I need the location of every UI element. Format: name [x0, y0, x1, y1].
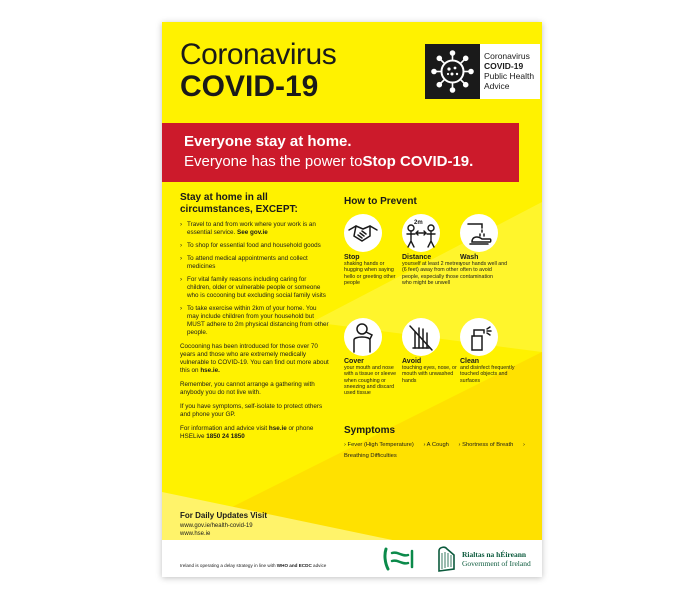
- updates-heading: For Daily Updates Visit: [180, 511, 267, 520]
- step-title: Wash: [460, 254, 479, 261]
- handwash-icon: [460, 214, 498, 252]
- arrow-icon: ›: [180, 276, 183, 283]
- arrow-icon: ›: [180, 255, 183, 262]
- step-title: Avoid: [402, 358, 422, 365]
- logo-line-4: Advice: [484, 81, 510, 91]
- distance-icon: [402, 214, 440, 252]
- hse-logo-mark: [382, 547, 422, 571]
- step-description: shaking hands or hugging when saying hello or greeting other people: [344, 261, 396, 286]
- logo-line-3: Public Health: [484, 71, 535, 81]
- symptoms-heading: Symptoms: [344, 425, 396, 436]
- step-description: yourself at least 2 metres (6 feet) away from other people, especially those who might be unwell: [402, 261, 462, 286]
- symptoms-advice: If you have symptoms, self-isolate to protect others and phone your GP.: [180, 403, 323, 418]
- prevent-step-wash: [460, 214, 520, 280]
- title-line-2: COVID-19: [180, 70, 319, 103]
- poster: [162, 22, 542, 577]
- hse-logo: [382, 547, 422, 576]
- public-health-logo: [425, 44, 540, 99]
- symptom-item: › A Cough: [423, 442, 449, 448]
- prevent-step-avoid: [402, 318, 462, 384]
- prevent-step-distance: [402, 214, 462, 286]
- step-title: Cover: [344, 358, 364, 365]
- arrow-icon: ›: [180, 221, 183, 228]
- step-title: Clean: [460, 358, 480, 365]
- step-description: your mouth and nose with a tissue or sleeve when coughing or sneezing and discard used tissue: [344, 365, 397, 397]
- step-title: Distance: [402, 254, 432, 261]
- government-of-ireland: [462, 550, 531, 568]
- info-text: For information and advice visit hse.ie or phone HSELive 1850 24 1850: [180, 425, 314, 440]
- hse-link[interactable]: hse.ie.: [200, 367, 220, 374]
- banner-line-2: Everyone has the power toStop COVID-19.: [184, 153, 474, 170]
- gov-english-name: Government of Ireland: [462, 559, 531, 568]
- symptom-item: › Breathing Difficulties: [344, 442, 525, 459]
- title-line-1: Coronavirus: [180, 38, 337, 71]
- gov-irish-name: Rialtas na hÉireann: [462, 550, 527, 559]
- list-item: › For vital family reasons including caring for children, older or vulnerable people or someone who is cocooning but excluding social family visits: [180, 276, 326, 299]
- step-description: touching eyes, nose, or mouth with unwashed hands: [402, 365, 457, 384]
- footnote: Ireland is operating a delay strategy in line with WHO and ECDC advice: [180, 563, 327, 568]
- step-description: and disinfect frequently touched objects and surfaces: [460, 365, 515, 384]
- prevent-step-stop: [344, 214, 404, 286]
- logo-line-1: Coronavirus: [484, 51, 530, 61]
- list-item: › To take exercise within 2km of your home. You may include children from your household but MUST adhere to 2m physical distancing from other people.: [180, 305, 329, 336]
- symptoms-list: [344, 440, 534, 462]
- stay-home-banner: [162, 123, 519, 182]
- symptom-item: › Fever (High Temperature): [344, 442, 414, 448]
- exceptions-list: [180, 221, 330, 337]
- spray-icon: [460, 318, 498, 356]
- list-item: › To shop for essential food and household goods: [180, 242, 321, 249]
- arrow-icon: ›: [180, 242, 183, 249]
- logo-line-2: COVID-19: [484, 61, 524, 71]
- distance-label: 2m: [414, 220, 423, 226]
- handshake-icon: [344, 214, 382, 252]
- virus-icon: [425, 44, 480, 99]
- prevent-step-clean: [460, 318, 520, 384]
- step-title: Stop: [344, 254, 360, 261]
- step-description: your hands well and often to avoid contamination: [460, 261, 508, 280]
- arrow-icon: ›: [180, 305, 183, 312]
- harp-icon: [435, 545, 457, 577]
- symptom-item: › Shortness of Breath: [458, 442, 514, 448]
- stay-home-heading: Stay at home in all circumstances, EXCEPT:: [180, 192, 298, 215]
- logo-text: [484, 51, 534, 91]
- updates-link-gov[interactable]: www.gov.ie/health-covid-19: [180, 523, 253, 529]
- daily-updates: [180, 511, 267, 538]
- prevent-heading: How to Prevent: [344, 196, 417, 207]
- info-link[interactable]: hse.ie: [268, 425, 287, 432]
- list-item: › To attend medical appointments and collect medicines: [180, 255, 308, 270]
- banner-line-1: Everyone stay at home.: [184, 133, 352, 150]
- no-touch-icon: [402, 318, 440, 356]
- stay-home-section: [180, 192, 330, 441]
- cough-icon: [344, 318, 382, 356]
- list-item: › Travel to and from work where your work is an essential service. See gov.ie: [180, 221, 316, 236]
- prevent-step-cover: [344, 318, 404, 396]
- updates-link-hse[interactable]: www.hse.ie: [180, 531, 211, 537]
- cocooning-text: Cocooning has been introduced for those over 70 years and those who are extremely medically vulnerable to COVID-19. You can find out more about this on hse.ie.: [180, 343, 329, 374]
- phone-number: 1850 24 1850: [206, 433, 245, 440]
- gov-link[interactable]: See gov.ie: [237, 229, 268, 236]
- remember-text: Remember, you cannot arrange a gathering with anybody you do not live with.: [180, 381, 315, 396]
